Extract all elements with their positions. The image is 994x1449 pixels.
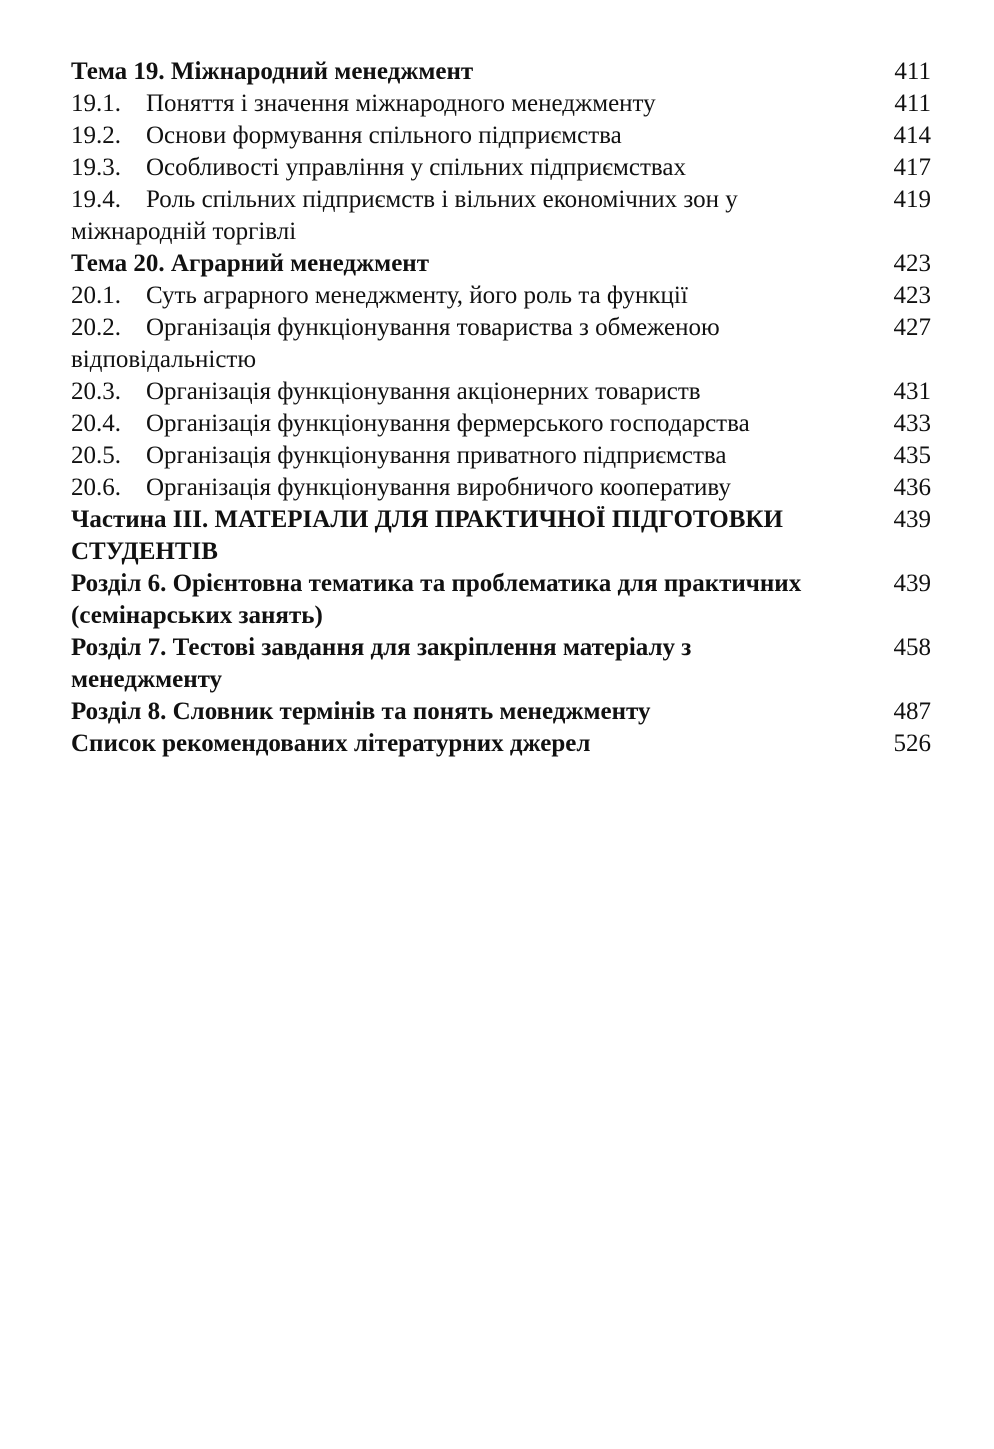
toc-entry-title: Список рекомендованих літературних джерел bbox=[71, 730, 591, 757]
toc-entry-title: Суть аграрного менеджменту, його роль та функції bbox=[146, 282, 688, 309]
toc-entry-title-block bbox=[71, 184, 871, 248]
toc-entry-title-block bbox=[71, 152, 871, 184]
toc-entry bbox=[71, 376, 931, 408]
toc-entry-title-block bbox=[71, 120, 871, 152]
toc-entry-title-block bbox=[71, 56, 871, 88]
toc-entry-number: 20.2. bbox=[71, 314, 121, 341]
toc-entry-title-block bbox=[71, 376, 871, 408]
toc-entry bbox=[71, 184, 931, 248]
toc-entry-page-number: 439 bbox=[893, 570, 931, 597]
toc-entry-number: 20.5. bbox=[71, 442, 121, 469]
toc-entry-title-block bbox=[71, 728, 871, 760]
toc-entry bbox=[71, 408, 931, 440]
toc-entry-page-number: 526 bbox=[893, 730, 931, 757]
toc-entry-title-block bbox=[71, 248, 871, 280]
toc-entry bbox=[71, 88, 931, 120]
toc-entry-page-number: 419 bbox=[893, 186, 931, 213]
toc-entry bbox=[71, 312, 931, 376]
toc-entry-title-block bbox=[71, 408, 871, 440]
toc-entry-page-number: 423 bbox=[893, 250, 931, 277]
toc-entry-title: Роль спільних підприємств і вільних економічних зон у міжнародній торгівлі bbox=[71, 186, 738, 245]
toc-entry-title-block bbox=[71, 312, 871, 376]
toc-entry-title: Організація функціонування виробничого кооперативу bbox=[146, 474, 731, 501]
toc-entry-page-number: 411 bbox=[894, 90, 931, 117]
toc-entry-page-number: 439 bbox=[893, 506, 931, 533]
toc-entry-title: Розділ 8. Словник термінів та понять менеджменту bbox=[71, 698, 651, 725]
toc-entry-number: 19.1. bbox=[71, 90, 121, 117]
toc-entry-number: 19.3. bbox=[71, 154, 121, 181]
toc-entry-title: Організація функціонування фермерського господарства bbox=[146, 410, 750, 437]
toc-entry-title: Розділ 7. Тестові завдання для закріплення матеріалу з менеджменту bbox=[71, 634, 692, 693]
toc-entry-number: 20.3. bbox=[71, 378, 121, 405]
toc-entry bbox=[71, 152, 931, 184]
toc-entry-title: Організація функціонування товариства з обмеженою відповідальністю bbox=[71, 314, 720, 373]
toc-entry bbox=[71, 504, 931, 568]
toc-entry-number: 19.2. bbox=[71, 122, 121, 149]
toc-entry-number: 19.4. bbox=[71, 186, 121, 213]
toc-entry-page-number: 411 bbox=[894, 58, 931, 85]
toc-entry bbox=[71, 120, 931, 152]
toc-entry-title-block bbox=[71, 696, 871, 728]
toc-entry-title-block bbox=[71, 88, 871, 120]
toc-entry-page-number: 436 bbox=[893, 474, 931, 501]
toc-entry-title-block bbox=[71, 568, 871, 632]
toc-entry-page-number: 433 bbox=[893, 410, 931, 437]
toc-entry-title: Тема 20. Аграрний менеджмент bbox=[71, 250, 429, 277]
toc-entry-title-block bbox=[71, 472, 871, 504]
toc-entry-title-block bbox=[71, 440, 871, 472]
toc-entry-page-number: 414 bbox=[893, 122, 931, 149]
toc-entry-title: Організація функціонування приватного підприємства bbox=[146, 442, 727, 469]
toc-entry bbox=[71, 56, 931, 88]
toc-entry-page-number: 487 bbox=[893, 698, 931, 725]
toc-entry-title-block bbox=[71, 504, 871, 568]
toc-entry-title: Частина ІІІ. МАТЕРІАЛИ ДЛЯ ПРАКТИЧНОЇ ПІДГОТОВКИ СТУДЕНТІВ bbox=[71, 506, 783, 565]
toc-entry-title: Тема 19. Міжнародний менеджмент bbox=[71, 58, 474, 85]
toc-entry-page-number: 417 bbox=[893, 154, 931, 181]
toc-entry-page-number: 431 bbox=[893, 378, 931, 405]
toc-entry bbox=[71, 248, 931, 280]
toc-entry-number: 20.4. bbox=[71, 410, 121, 437]
toc-entry bbox=[71, 568, 931, 632]
toc-entry-number: 20.6. bbox=[71, 474, 121, 501]
toc-entry-page-number: 435 bbox=[893, 442, 931, 469]
toc-entry bbox=[71, 280, 931, 312]
toc-entry bbox=[71, 728, 931, 760]
toc-entry-title: Особливості управління у спільних підприємствах bbox=[146, 154, 686, 181]
toc-entry-title: Поняття і значення міжнародного менеджменту bbox=[146, 90, 656, 117]
toc-entry bbox=[71, 632, 931, 696]
toc-entry-page-number: 458 bbox=[893, 634, 931, 661]
toc-entry-title-block bbox=[71, 280, 871, 312]
toc-entry bbox=[71, 472, 931, 504]
toc-entry-title: Основи формування спільного підприємства bbox=[146, 122, 622, 149]
toc-entry bbox=[71, 696, 931, 728]
toc-entry-title: Розділ 6. Орієнтовна тематика та проблематика для практичних (семінарських занять) bbox=[71, 570, 802, 629]
toc-entry-page-number: 423 bbox=[893, 282, 931, 309]
toc-entry-title: Організація функціонування акціонерних товариств bbox=[146, 378, 701, 405]
toc-entry bbox=[71, 440, 931, 472]
table-of-contents bbox=[71, 56, 931, 760]
toc-entry-page-number: 427 bbox=[893, 314, 931, 341]
toc-entry-number: 20.1. bbox=[71, 282, 121, 309]
toc-entry-title-block bbox=[71, 632, 871, 696]
